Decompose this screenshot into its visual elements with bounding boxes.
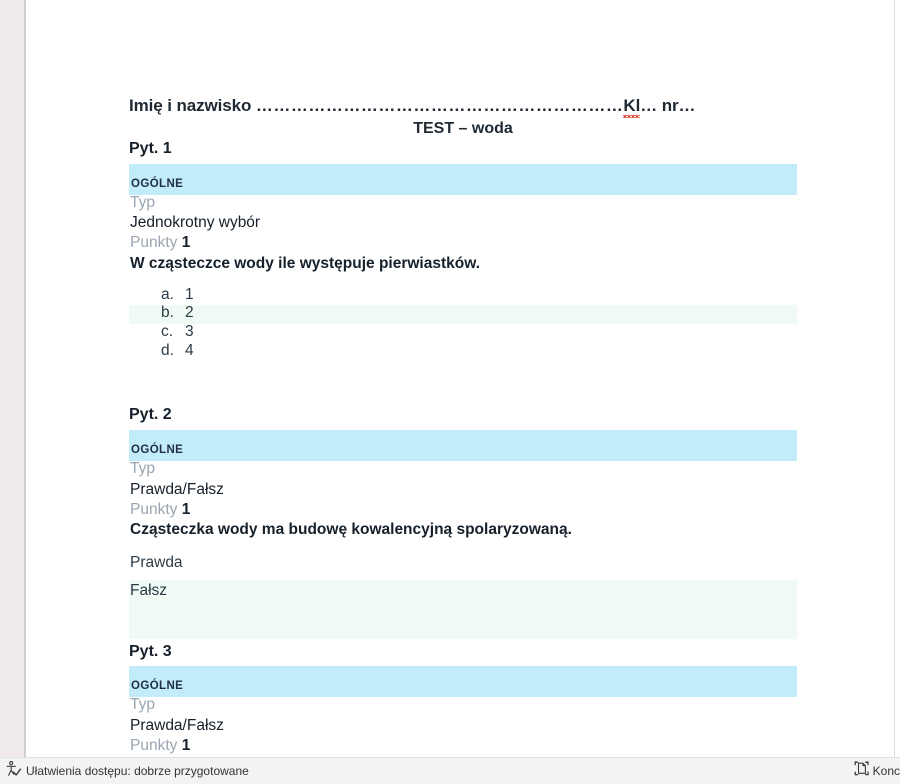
question-2-points-row [130, 501, 190, 519]
question-3-points-value: 1 [181, 737, 191, 754]
question-2-points-key: Punkty [130, 501, 178, 518]
question-1-meta-caption: OGÓLNE [131, 178, 184, 190]
question-1-label: Pyt. 1 [129, 140, 172, 157]
question-3-meta-caption: OGÓLNE [131, 680, 184, 692]
question-3-label: Pyt. 3 [129, 643, 172, 660]
question-1-answer-c[interactable] [129, 324, 797, 343]
question-1-meta-band [129, 164, 797, 195]
question-1-points-row [130, 234, 190, 252]
header-name-prefix: Imię i nazwisko [129, 96, 256, 115]
answer-marker: d. [161, 342, 174, 359]
accessibility-status-text: Ułatwienia dostępu: dobrze przygotowane [26, 764, 249, 778]
question-3-points-key: Punkty [130, 737, 178, 754]
question-2-label: Pyt. 2 [129, 406, 172, 423]
question-3-type-key: Typ [130, 696, 155, 713]
question-1-answer-b[interactable] [129, 305, 797, 324]
focus-mode-button[interactable] [853, 758, 900, 784]
answer-text: 4 [185, 342, 194, 359]
question-2-type-value: Prawda/Fałsz [130, 481, 224, 498]
accessibility-person-icon [4, 760, 22, 783]
option-text: Fałsz [130, 582, 168, 599]
answer-marker: a. [161, 286, 174, 303]
question-2-option-true[interactable] [129, 552, 797, 580]
question-2-type-key: Typ [130, 460, 155, 477]
option-text: Prawda [130, 554, 183, 571]
question-2-meta-band [129, 430, 797, 461]
name-and-class-header [129, 96, 829, 116]
question-1-answer-a[interactable] [129, 287, 797, 306]
focus-mode-icon [853, 760, 870, 782]
header-number: nr… [661, 96, 696, 115]
focus-mode-text: Konc [872, 764, 900, 778]
answer-text: 1 [185, 286, 194, 303]
question-2-points-value: 1 [181, 501, 191, 518]
header-class-misspelled: Kl [623, 96, 641, 115]
status-bar [0, 757, 900, 784]
document-title: TEST – woda [413, 120, 513, 137]
question-1-type-value: Jednokrotny wybór [130, 214, 261, 231]
question-2-option-false[interactable] [129, 580, 797, 639]
accessibility-status-button[interactable] [4, 758, 249, 784]
question-1-answer-d[interactable] [129, 343, 797, 362]
document-page[interactable] [26, 0, 894, 757]
header-class-suffix: … [640, 96, 662, 115]
question-3-points-row [130, 737, 190, 755]
answer-text: 3 [185, 323, 194, 340]
question-1-points-value: 1 [181, 234, 191, 251]
question-1-text: W cząsteczce wody ile występuje pierwiastków. [130, 255, 481, 272]
header-dot-leader: ……………………………………………………… [255, 96, 624, 115]
answer-marker: b. [161, 304, 174, 321]
question-2-meta-caption: OGÓLNE [131, 444, 184, 456]
question-3-meta-band [129, 666, 797, 697]
right-gutter [895, 0, 900, 757]
question-1-type-key: Typ [130, 194, 155, 211]
question-3-type-value: Prawda/Fałsz [130, 717, 224, 734]
question-2-text: Cząsteczka wody ma budowę kowalencyjną spolaryzowaną. [130, 521, 572, 538]
left-margin-rail [0, 0, 24, 757]
question-1-points-key: Punkty [130, 234, 178, 251]
answer-text: 2 [185, 304, 194, 321]
answer-marker: c. [161, 323, 174, 340]
